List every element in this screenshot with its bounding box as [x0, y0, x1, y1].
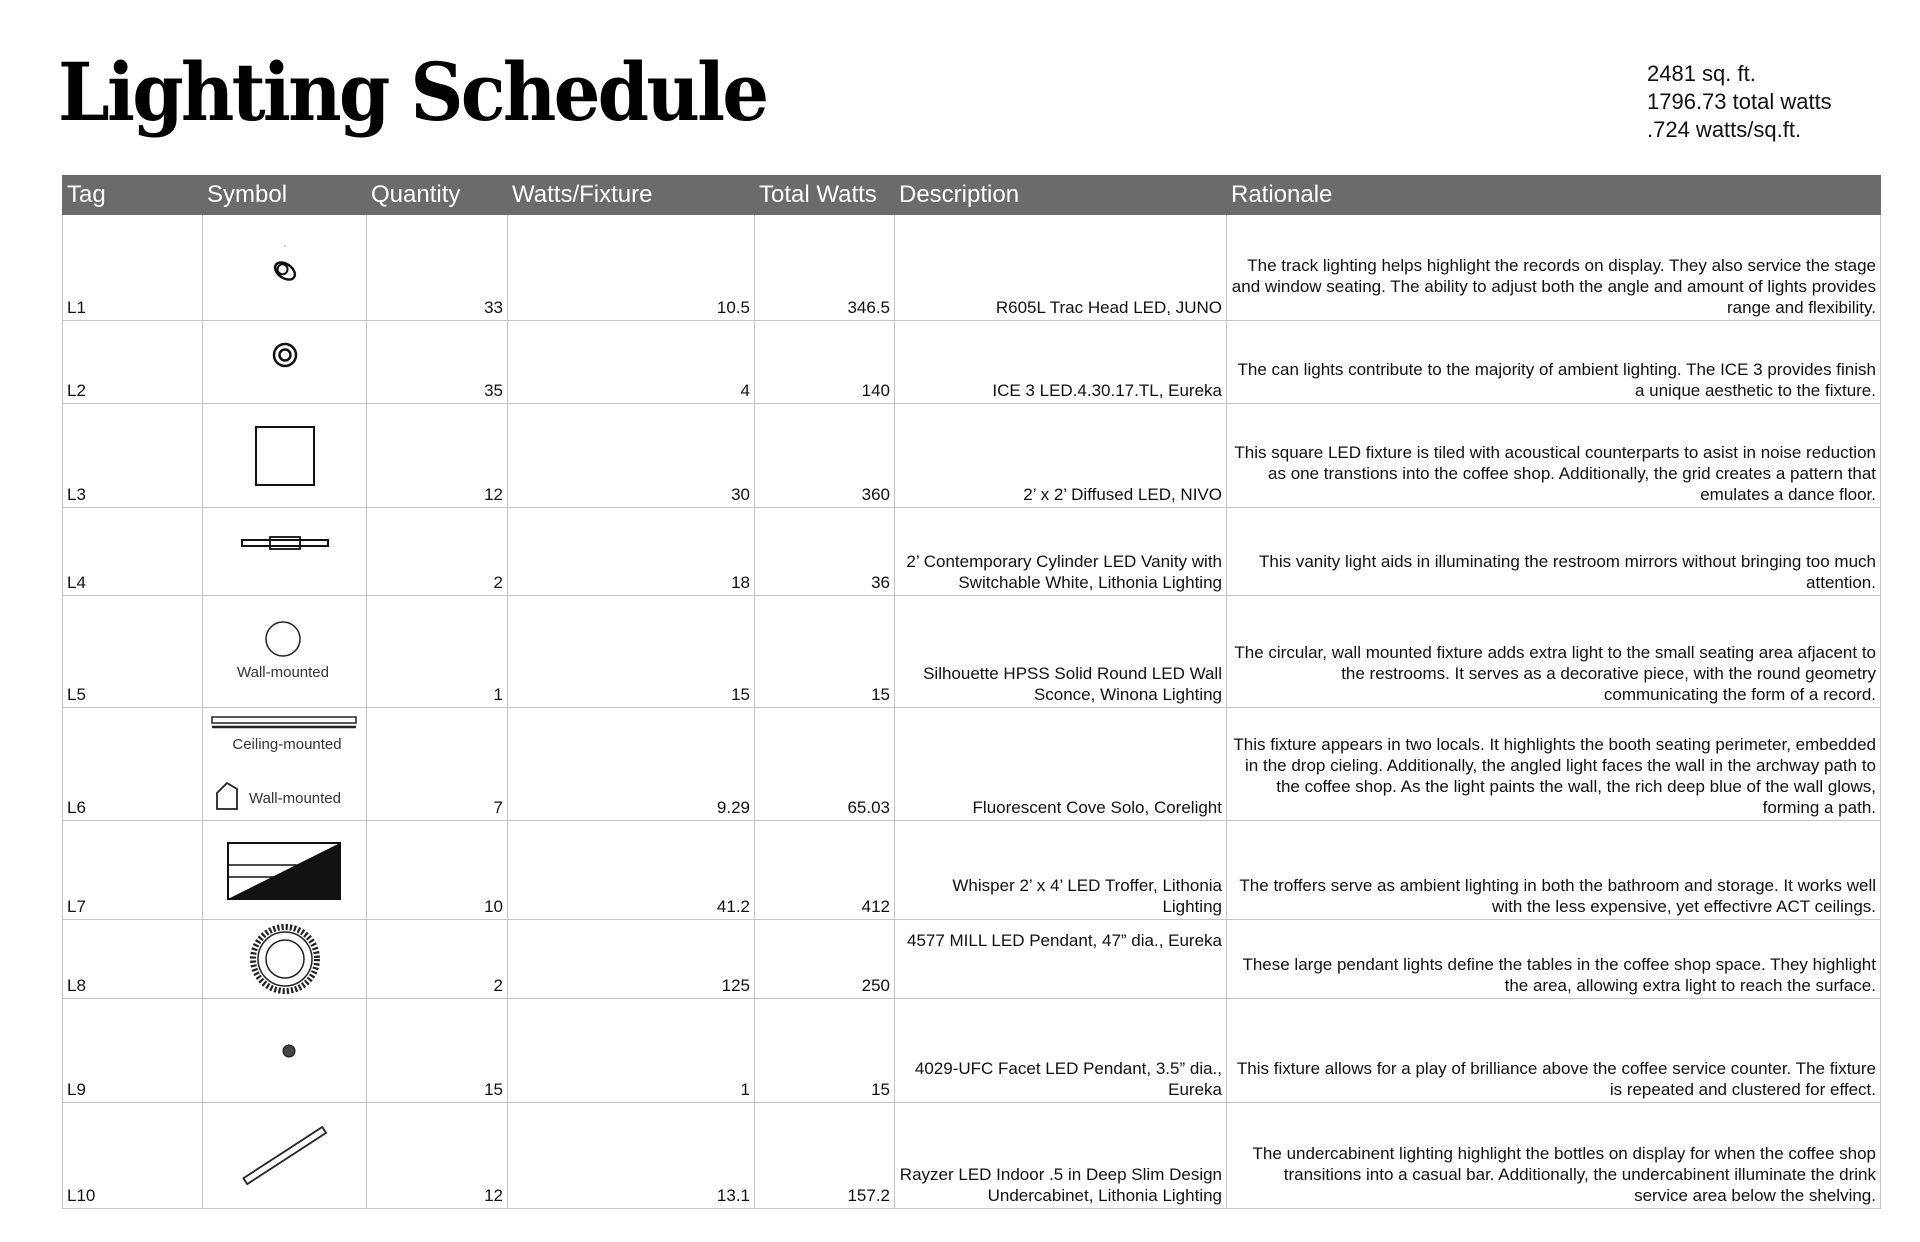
tag-cell: L1 [63, 215, 203, 321]
description-cell: Silhouette HPSS Solid Round LED Wall Sconce, Winona Lighting [895, 596, 1227, 708]
watts-per-fixture-cell: 9.29 [508, 708, 755, 821]
tag-cell: L4 [63, 508, 203, 596]
total-watts-cell: 157.2 [755, 1103, 895, 1209]
wall-mounted-label: Wall-mounted [248, 790, 341, 807]
total-watts-cell: 346.5 [755, 215, 895, 321]
wall-sconce-icon [215, 617, 355, 687]
column-header-description: Description [895, 176, 1227, 215]
tag-cell: L10 [63, 1103, 203, 1209]
column-header-total-watts: Total Watts [755, 176, 895, 215]
undercabinet-strip-icon [230, 1116, 340, 1196]
can-light-icon [255, 325, 315, 385]
ceiling-mounted-label: Ceiling-mounted [231, 736, 342, 753]
table-row [63, 321, 1881, 404]
description-cell [895, 920, 1227, 999]
table-header-row [63, 176, 1881, 215]
symbol-cell [203, 215, 367, 321]
table-row [63, 708, 1881, 821]
symbol-cell [203, 708, 367, 821]
rationale-cell: The circular, wall mounted fixture adds extra light to the small seating area afjacent to the restrooms. It serves as a decorative piece, with the round geometry communicating the form of a record. [1227, 596, 1881, 708]
tag-cell: L3 [63, 404, 203, 508]
quantity-cell: 33 [367, 215, 508, 321]
watts-per-fixture-cell: 10.5 [508, 215, 755, 321]
tag-cell: L2 [63, 321, 203, 404]
tag-cell: L5 [63, 596, 203, 708]
total-watts-cell: 140 [755, 321, 895, 404]
tag-cell: L9 [63, 999, 203, 1103]
total-watts-stat: 1796.73 total watts [1647, 89, 1832, 114]
cove-light-icon [205, 709, 365, 819]
watts-per-fixture-cell: 125 [508, 920, 755, 999]
total-watts-cell: 15 [755, 596, 895, 708]
tag-cell: L7 [63, 821, 203, 920]
rationale-cell: This vanity light aids in illuminating the restroom mirrors without bringing too much attention. [1227, 508, 1881, 596]
table-row [63, 215, 1881, 321]
description-cell: 4029-UFC Facet LED Pendant, 3.5” dia., Eureka [895, 999, 1227, 1103]
watts-per-fixture-cell: 4 [508, 321, 755, 404]
quantity-cell: 2 [367, 920, 508, 999]
total-watts-cell: 15 [755, 999, 895, 1103]
wall-mounted-label: Wall-mounted [236, 663, 329, 681]
quantity-cell: 12 [367, 1103, 508, 1209]
quantity-cell: 2 [367, 508, 508, 596]
table-row [63, 1103, 1881, 1209]
vanity-bar-icon [230, 513, 340, 573]
description-cell: 2’ x 2’ Diffused LED, NIVO [895, 404, 1227, 508]
quantity-cell: 7 [367, 708, 508, 821]
watts-per-fixture-cell: 41.2 [508, 821, 755, 920]
column-header-symbol: Symbol [203, 176, 367, 215]
rationale-cell: This fixture appears in two locals. It highlights the booth seating perimeter, embedded in the drop cieling. Additionally, the angled light faces the wall in the archway path to the coffee shop. As the light paints the wall, the rich deep blue of the wall glows, forming a path. [1227, 708, 1881, 821]
symbol-cell [203, 404, 367, 508]
rationale-cell: The can lights contribute to the majority of ambient lighting. The ICE 3 provides finish a unique aesthetic to the fixture. [1227, 321, 1881, 404]
track-head-icon [255, 243, 315, 293]
lighting-schedule-table [62, 175, 1881, 1209]
description-cell: 2’ Contemporary Cylinder LED Vanity with Switchable White, Lithonia Lighting [895, 508, 1227, 596]
rationale-cell: The troffers serve as ambient lighting in both the bathroom and storage. It works well with the less expensive, yet effectivre ACT ceilings. [1227, 821, 1881, 920]
rationale-cell: This fixture allows for a play of brilliance above the coffee service counter. The fixture is repeated and clustered for effect. [1227, 999, 1881, 1103]
description-cell: Whisper 2’ x 4’ LED Troffer, Lithonia Lighting [895, 821, 1227, 920]
description-cell: Rayzer LED Indoor .5 in Deep Slim Design Undercabinet, Lithonia Lighting [895, 1103, 1227, 1209]
table-row [63, 404, 1881, 508]
total-watts-cell: 360 [755, 404, 895, 508]
total-watts-cell: 36 [755, 508, 895, 596]
total-watts-cell: 250 [755, 920, 895, 999]
description-cell: ICE 3 LED.4.30.17.TL, Eureka [895, 321, 1227, 404]
column-header-tag: Tag [63, 176, 203, 215]
tag-cell: L6 [63, 708, 203, 821]
quantity-cell: 35 [367, 321, 508, 404]
troffer-icon [220, 835, 350, 905]
watts-per-fixture-cell: 30 [508, 404, 755, 508]
page-title: Lighting Schedule [58, 45, 767, 139]
table-row [63, 508, 1881, 596]
symbol-cell [203, 596, 367, 708]
table-row [63, 821, 1881, 920]
schedule-summary [1647, 60, 1832, 144]
square-panel-icon [250, 421, 320, 491]
rationale-cell: The track lighting helps highlight the records on display. They also service the stage and window seating. The ability to adjust both the angle and amount of lights provides range and flexibility. [1227, 215, 1881, 321]
table-row [63, 999, 1881, 1103]
symbol-cell [203, 321, 367, 404]
quantity-cell: 15 [367, 999, 508, 1103]
large-pendant-icon [245, 921, 325, 997]
symbol-cell [203, 508, 367, 596]
table-row [63, 596, 1881, 708]
watts-per-fixture-cell: 13.1 [508, 1103, 755, 1209]
density-stat: .724 watts/sq.ft. [1647, 117, 1802, 142]
symbol-cell [203, 821, 367, 920]
total-watts-cell: 65.03 [755, 708, 895, 821]
column-header-quantity: Quantity [367, 176, 508, 215]
rationale-cell: This square LED fixture is tiled with acoustical counterparts to asist in noise reduction as one transtions into the coffee shop. Additionally, the grid creates a pattern that emulates a dance floor. [1227, 404, 1881, 508]
rationale-cell: The undercabinent lighting highlight the bottles on display for when the coffee shop transitions into a casual bar. Additionally, the undercabinent illuminate the drink service area below the shelving. [1227, 1103, 1881, 1209]
description-text: 4577 MILL LED Pendant, 47” dia., Eureka [906, 931, 1222, 950]
watts-per-fixture-cell: 18 [508, 508, 755, 596]
column-header-watts-per-fixture: Watts/Fixture [508, 176, 755, 215]
description-cell: R605L Trac Head LED, JUNO [895, 215, 1227, 321]
symbol-cell [203, 999, 367, 1103]
symbol-cell [203, 920, 367, 999]
rationale-cell: These large pendant lights define the tables in the coffee shop space. They highlight the area, allowing extra light to reach the surface. [1227, 920, 1881, 999]
quantity-cell: 1 [367, 596, 508, 708]
watts-per-fixture-cell: 15 [508, 596, 755, 708]
column-header-rationale: Rationale [1227, 176, 1881, 215]
area-stat: 2481 sq. ft. [1647, 61, 1756, 86]
tag-cell: L8 [63, 920, 203, 999]
quantity-cell: 10 [367, 821, 508, 920]
description-cell: Fluorescent Cove Solo, Corelight [895, 708, 1227, 821]
watts-per-fixture-cell: 1 [508, 999, 755, 1103]
small-pendant-icon [265, 1031, 305, 1071]
total-watts-cell: 412 [755, 821, 895, 920]
table-row [63, 920, 1881, 999]
quantity-cell: 12 [367, 404, 508, 508]
symbol-cell [203, 1103, 367, 1209]
